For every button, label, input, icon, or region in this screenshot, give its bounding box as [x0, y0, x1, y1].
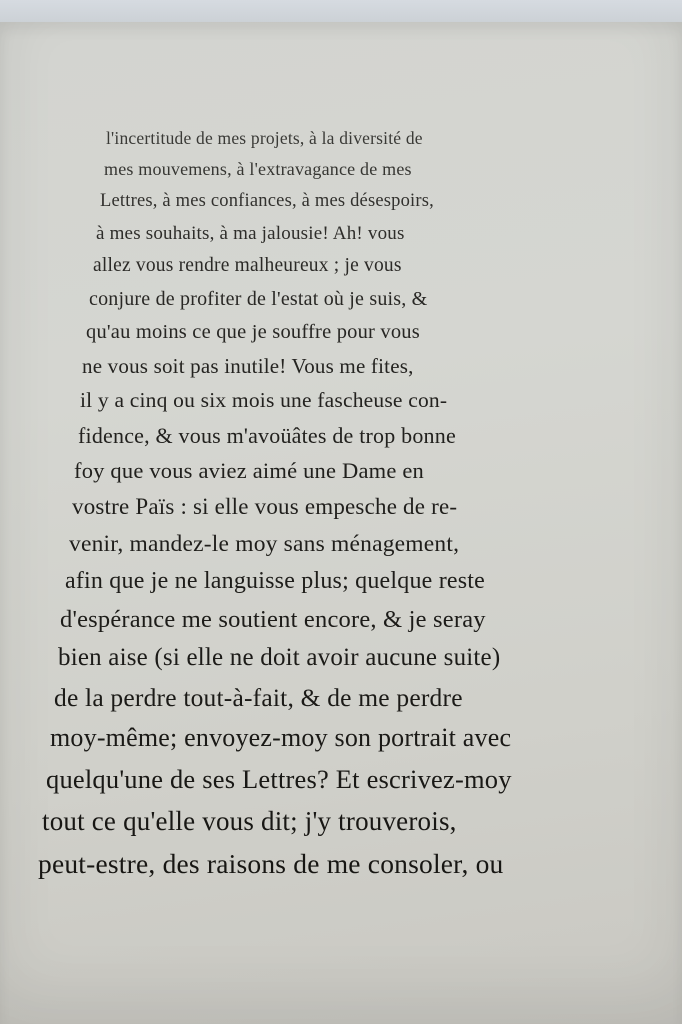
text-line: quelqu'une de ses Lettres? Et escrivez-moy: [46, 764, 512, 794]
text-line: fidence, & vous m'avoüâtes de trop bonne: [78, 423, 456, 448]
text-line: allez vous rendre malheureux ; je vous: [93, 255, 402, 276]
text-line: ne vous soit pas inutile! Vous me fites,: [82, 354, 414, 378]
text-line: tout ce qu'elle vous dit; j'y trouverois,: [42, 806, 457, 836]
text-line: qu'au moins ce que je souffre pour vous: [86, 321, 420, 343]
text-line: mes mouvemens, à l'extravagance de mes: [104, 159, 412, 179]
text-line: afin que je ne languisse plus; quelque reste: [65, 568, 486, 594]
text-line: Lettres, à mes confiances, à mes désespoirs,: [100, 191, 434, 211]
text-line: bien aise (si elle ne doit avoir aucune suite): [58, 644, 501, 671]
text-line: moy-même; envoyez-moy son portrait avec: [50, 723, 512, 752]
text-line: d'espérance me soutient encore, & je seray: [60, 606, 486, 633]
text-line: à mes souhaits, à ma jalousie! Ah! vous: [96, 223, 405, 244]
text-line: venir, mandez-le moy sans ménagement,: [69, 531, 460, 557]
text-line: de la perdre tout-à-fait, & de me perdre: [54, 683, 463, 712]
text-line: il y a cinq ou six mois une fascheuse con-: [80, 388, 448, 412]
text-line: peut-estre, des raisons de me consoler, ou: [38, 848, 504, 879]
text-line: l'incertitude de mes projets, à la diversité de: [106, 128, 423, 148]
text-line: conjure de profiter de l'estat où je suis, &: [89, 288, 428, 310]
text-line: vostre Païs : si elle vous empesche de re-: [72, 494, 458, 519]
book-page: [0, 22, 682, 1024]
text-line: foy que vous aviez aimé une Dame en: [74, 458, 424, 483]
page-text-block: [0, 22, 682, 1024]
